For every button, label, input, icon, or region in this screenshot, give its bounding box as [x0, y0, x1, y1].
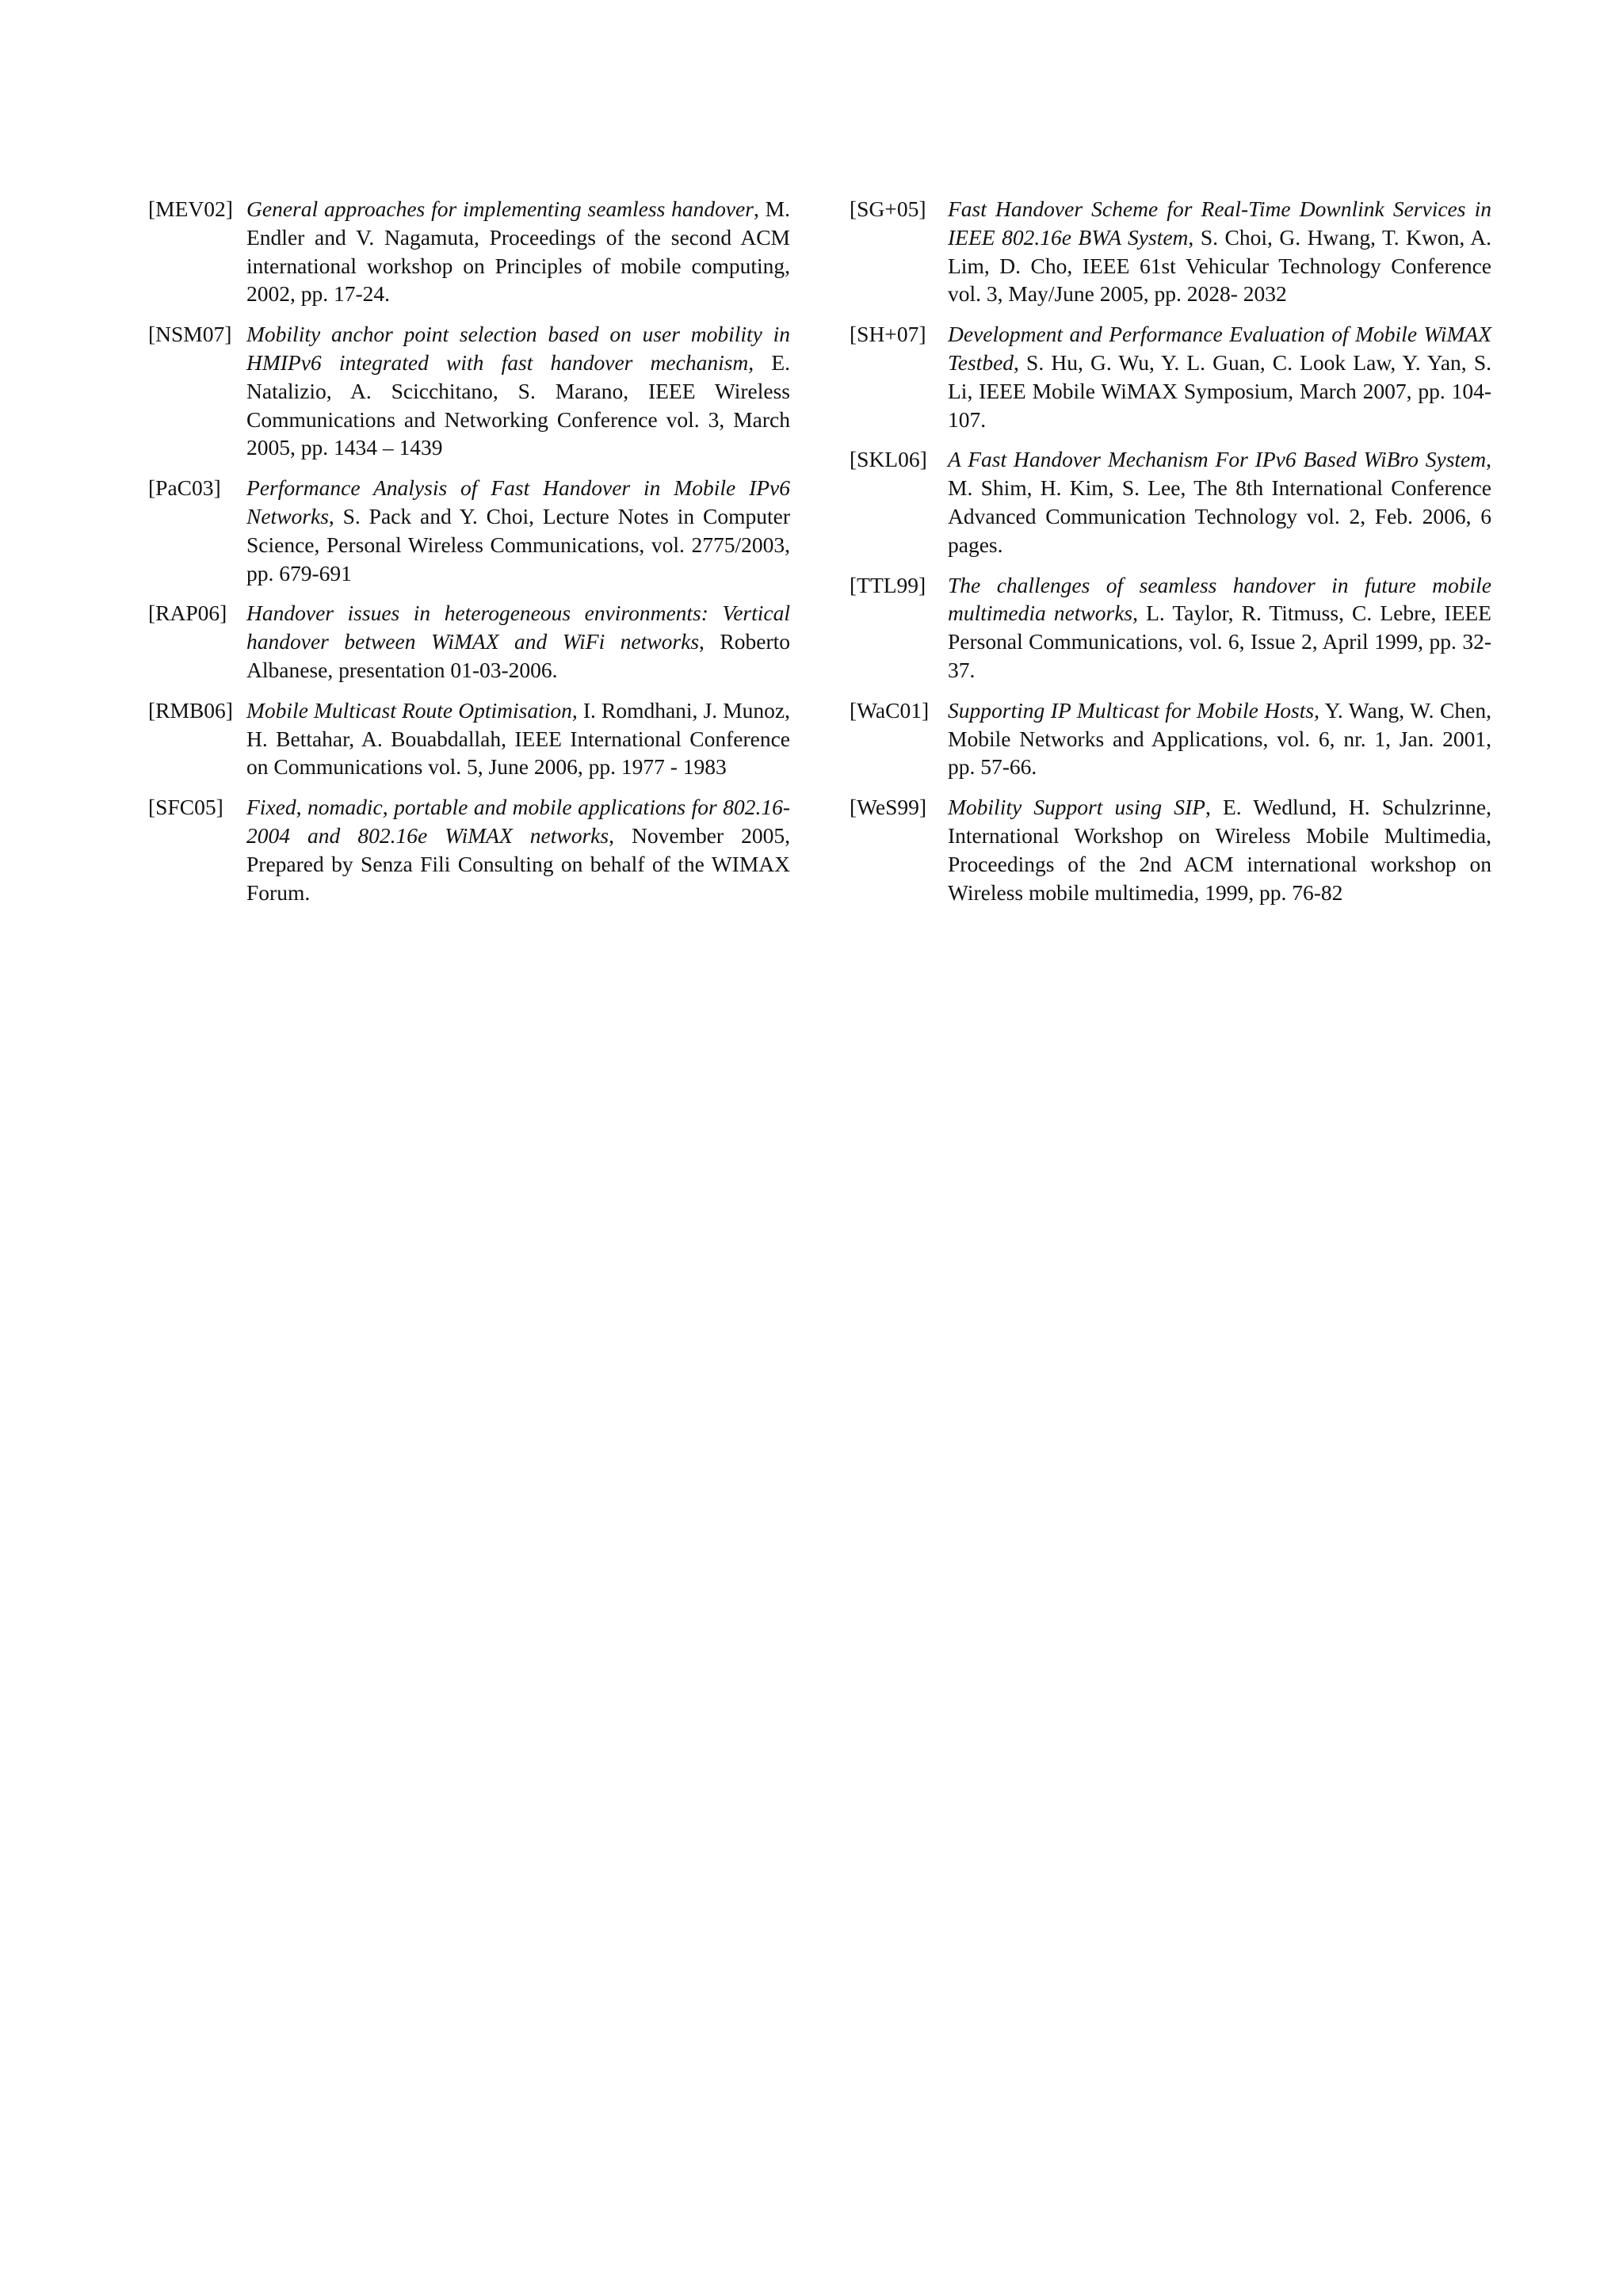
reference-entry-rap06 [148, 599, 790, 684]
reference-title: Fixed, nomadic, portable and mobile applications for 802.16-2004 and 802.16e WiMAX networks [246, 795, 790, 848]
reference-details: , I. Romdhani, J. Munoz, H. Bettahar, A. Bouabdallah, IEEE International Conference on Communications vol. 5, June 2006, pp. 1977 - 1983 [246, 697, 790, 780]
reference-entry-pac03 [148, 474, 790, 587]
reference-body [948, 195, 1491, 308]
reference-body [948, 793, 1491, 906]
reference-title: A Fast Handover Mechanism For IPv6 Based WiBro System [948, 447, 1487, 472]
reference-details: , S. Choi, G. Hwang, T. Kwon, A. Lim, D. Cho, IEEE 61st Vehicular Technology Conference vol. 3, May/June 2005, pp. 2028- 2032 [948, 224, 1491, 307]
reference-entry-wes99 [850, 793, 1491, 906]
reference-details: , M. Endler and V. Nagamuta, Proceedings of the second ACM international workshop on Principles of mobile computing, 2002, pp. 17-24. [246, 196, 790, 307]
reference-body [948, 320, 1491, 433]
reference-title: Fast Handover Scheme for Real-Time Downlink Services in IEEE 802.16e BWA System [948, 196, 1491, 250]
reference-entry-ttl99 [850, 571, 1491, 685]
reference-body [948, 571, 1491, 685]
reference-details: , Y. Wang, W. Chen, Mobile Networks and Applications, vol. 6, nr. 1, Jan. 2001, pp. 57-66. [948, 697, 1491, 780]
reference-entry-skl06 [850, 445, 1491, 559]
reference-entry-nsm07 [148, 320, 790, 462]
reference-key: [RMB06] [148, 697, 233, 723]
reference-key: [SG+05] [850, 196, 926, 221]
reference-key: [WaC01] [850, 697, 930, 723]
reference-title: The challenges of seamless handover in future mobile multimedia networks [948, 572, 1491, 626]
reference-details: , E. Wedlund, H. Schulzrinne, International Workshop on Wireless Mobile Multimedia, Proceedings of the 2nd ACM international workshop on Wireless mobile multimedia, 1999, pp. 76-82 [948, 795, 1491, 905]
reference-details: , S. Pack and Y. Choi, Lecture Notes in Computer Science, Personal Wireless Communications, vol. 2775/2003, pp. 679-691 [246, 503, 790, 585]
reference-details: , November 2005, Prepared by Senza Fili Consulting on behalf of the WIMAX Forum. [246, 822, 790, 905]
reference-details: , S. Hu, G. Wu, Y. L. Guan, C. Look Law, Y. Yan, S. Li, IEEE Mobile WiMAX Symposium, March 2007, pp. 104-107. [948, 349, 1491, 432]
reference-body [246, 320, 790, 462]
reference-title: Performance Analysis of Fast Handover in Mobile IPv6 Networks [246, 475, 790, 528]
reference-title: Development and Performance Evaluation of Mobile WiMAX Testbed [948, 322, 1491, 375]
reference-title: General approaches for implementing seamless handover [246, 196, 754, 221]
reference-key: [NSM07] [148, 322, 232, 347]
reference-title: Supporting IP Multicast for Mobile Hosts [948, 697, 1315, 723]
reference-title: Mobility anchor point selection based on user mobility in HMIPv6 integrated with fast handover mechanism, [246, 322, 790, 375]
reference-key: [WeS99] [850, 795, 927, 820]
reference-body [246, 474, 790, 587]
reference-body [948, 696, 1491, 781]
reference-key: [SFC05] [148, 795, 223, 820]
reference-entry-mev02 [148, 195, 790, 308]
reference-body [246, 793, 790, 906]
reference-key: [PaC03] [148, 475, 221, 501]
reference-title: Mobility Support using SIP [948, 795, 1205, 820]
references-left-column [148, 195, 790, 918]
reference-key: [RAP06] [148, 601, 227, 626]
reference-entry-rmb06 [148, 696, 790, 781]
reference-title: Mobile Multicast Route Optimisation [246, 697, 572, 723]
reference-entry-sfc05 [148, 793, 790, 906]
reference-key: [TTL99] [850, 572, 926, 597]
reference-details: , M. Shim, H. Kim, S. Lee, The 8th International Conference Advanced Communication Technology vol. 2, Feb. 2006, 6 pages. [948, 447, 1491, 557]
reference-title: Handover issues in heterogeneous environments: Vertical handover between WiMAX and WiFi networks [246, 601, 790, 654]
reference-body [246, 696, 790, 781]
reference-key: [MEV02] [148, 196, 233, 221]
reference-key: [SH+07] [850, 322, 926, 347]
reference-entry-sh07 [850, 320, 1491, 433]
reference-details: , L. Taylor, R. Titmuss, C. Lebre, IEEE Personal Communications, vol. 6, Issue 2, April 1999, pp. 32-37. [948, 601, 1491, 682]
reference-body [948, 445, 1491, 559]
reference-key: [SKL06] [850, 447, 927, 472]
reference-entry-sg05 [850, 195, 1491, 308]
reference-body [246, 195, 790, 308]
reference-body [246, 599, 790, 684]
references-right-column [850, 195, 1491, 918]
reference-entry-wac01 [850, 696, 1491, 781]
reference-details: E. Natalizio, A. Scicchitano, S. Marano, IEEE Wireless Communications and Networking Conference vol. 3, March 2005, pp. 1434 – 1439 [246, 349, 790, 460]
reference-details: , Roberto Albanese, presentation 01-03-2006. [246, 629, 790, 682]
